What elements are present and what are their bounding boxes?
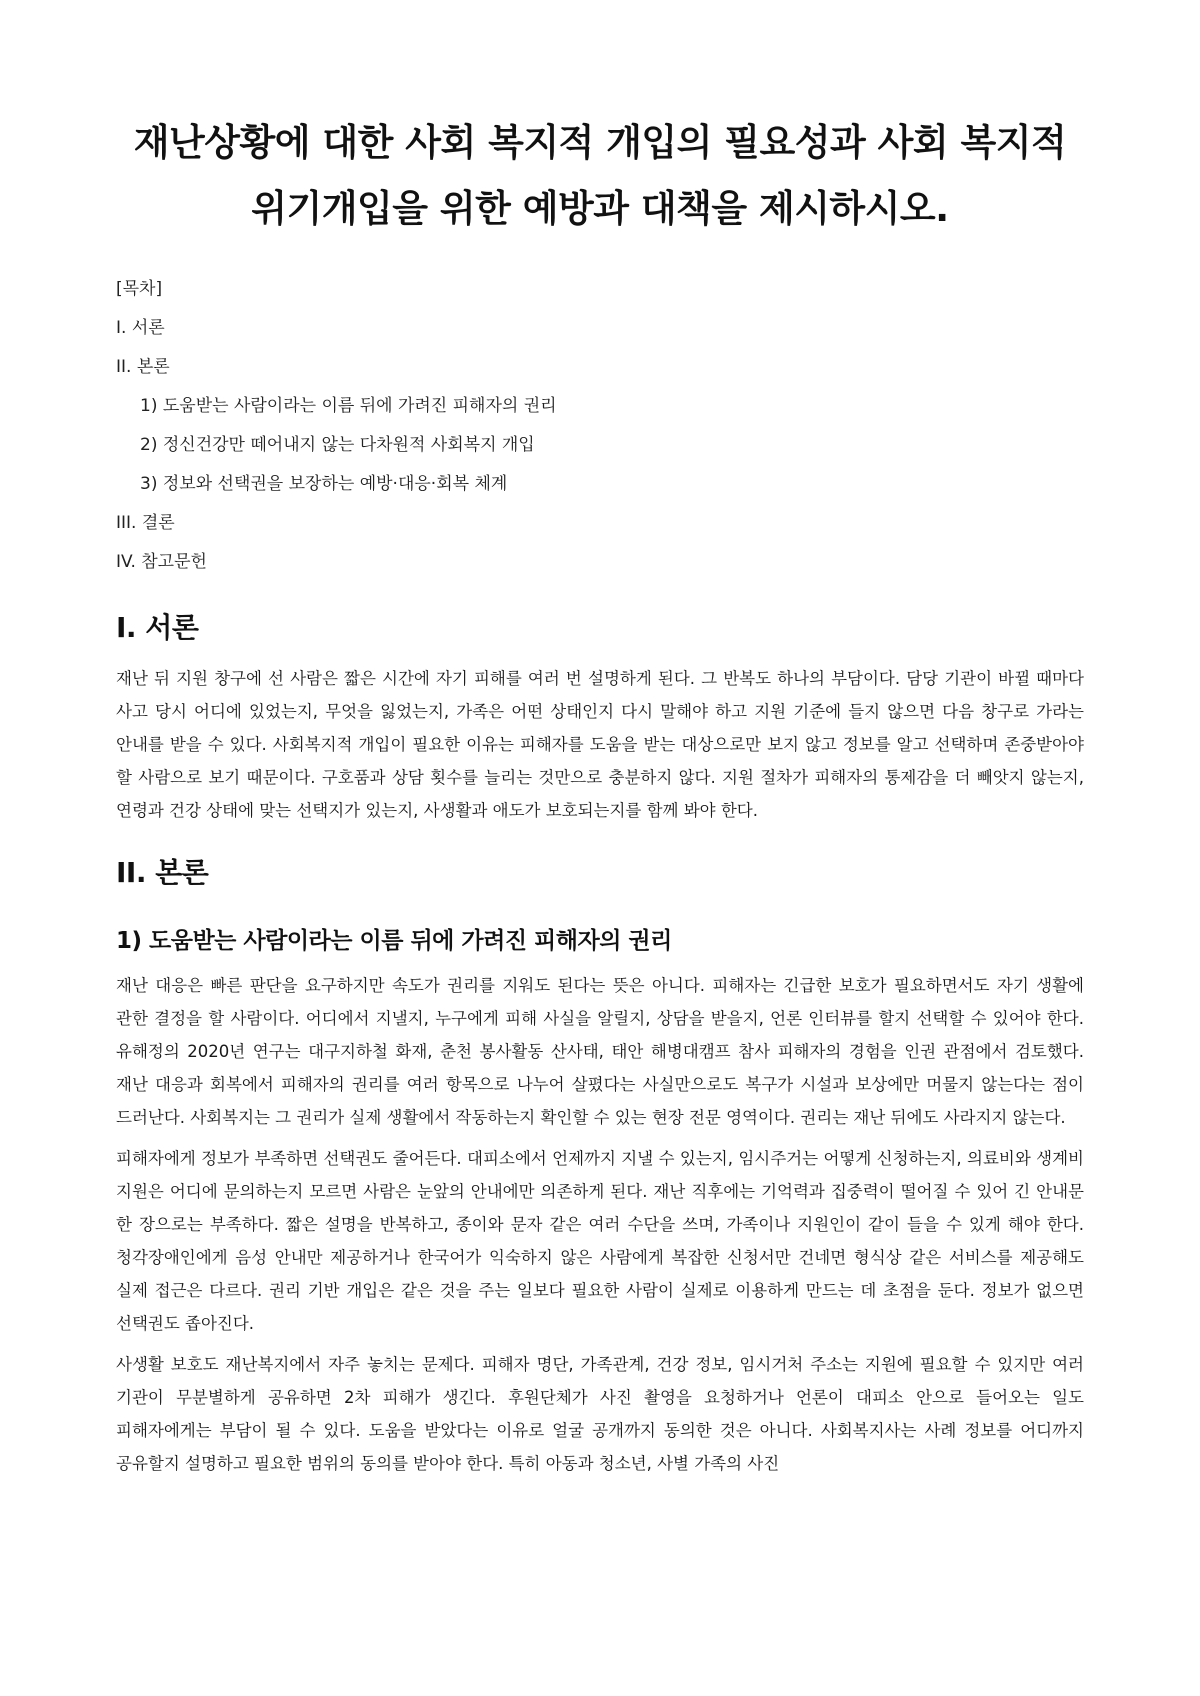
- document-page: [116, 110, 1084, 1488]
- toc-item: II. 본론: [116, 357, 170, 377]
- toc-item: IV. 참고문헌: [116, 552, 207, 572]
- intro-heading: I. 서론: [116, 611, 199, 644]
- toc-subitem: 2) 정신건강만 떼어내지 않는 다차원적 사회복지 개입: [140, 435, 535, 455]
- table-of-contents: [116, 270, 1084, 582]
- toc-subitem: 3) 정보와 선택권을 보장하는 예방·대응·회복 체계: [140, 474, 508, 494]
- body-heading: II. 본론: [116, 856, 209, 889]
- intro-paragraph: 재난 뒤 지원 창구에 선 사람은 짧은 시간에 자기 피해를 여러 번 설명하게 된다. 그 반복도 하나의 부담이다. 담당 기관이 바뀔 때마다 사고 당시 어디에 있었는지, 무엇을 잃었는지, 가족은 어떤 상태인지 다시 말해야 하고 지원 기준에 들지 않으면 다음 창구로 가라는 안내를 받을 수 있다. 사회복지적 개입이 필요한 이유는 피해자를 도움을 받는 대상으로만 보지 않고 정보를 알고 선택하며 존중받아야 할 사람으로 보기 때문이다. 구호품과 상담 횟수를 늘리는 것만으로 충분하지 않다. 지원 절차가 피해자의 통제감을 더 빼앗지 않는지, 연령과 건강 상태에 맞는 선택지가 있는지, 사생활과 애도가 보호되는지를 함께 봐야 한다.: [116, 669, 1084, 820]
- body-paragraph: 사생활 보호도 재난복지에서 자주 놓치는 문제다. 피해자 명단, 가족관계, 건강 정보, 임시거처 주소는 지원에 필요할 수 있지만 여러 기관이 무분별하게 공유하면 2차 피해가 생긴다. 후원단체가 사진 촬영을 요청하거나 언론이 대피소 안으로 들어오는 일도 피해자에게는 부담이 될 수 있다. 도움을 받았다는 이유로 얼굴 공개까지 동의한 것은 아니다. 사회복지사는 사례 정보를 어디까지 공유할지 설명하고 필요한 범위의 동의를 받아야 한다. 특히 아동과 청소년, 사별 가족의 사진: [116, 1355, 1084, 1473]
- toc-item: III. 결론: [116, 513, 175, 533]
- body-paragraph: 피해자에게 정보가 부족하면 선택권도 줄어든다. 대피소에서 언제까지 지낼 수 있는지, 임시주거는 어떻게 신청하는지, 의료비와 생계비 지원은 어디에 문의하는지 모르면 사람은 눈앞의 안내에만 의존하게 된다. 재난 직후에는 기억력과 집중력이 떨어질 수 있어 긴 안내문 한 장으로는 부족하다. 짧은 설명을 반복하고, 종이와 문자 같은 여러 수단을 쓰며, 가족이나 지원인이 같이 들을 수 있게 해야 한다. 청각장애인에게 음성 안내만 제공하거나 한국어가 익숙하지 않은 사람에게 복잡한 신청서만 건네면 형식상 같은 서비스를 제공해도 실제 접근은 다르다. 권리 기반 개입은 같은 것을 주는 일보다 필요한 사람이 실제로 이용하게 만드는 데 초점을 둔다. 정보가 없으면 선택권도 좁아진다.: [116, 1149, 1084, 1333]
- toc-heading: [목차]: [116, 279, 163, 299]
- document-title: 재난상황에 대한 사회 복지적 개입의 필요성과 사회 복지적 위기개입을 위한 예방과 대책을 제시하시오.: [133, 121, 1067, 230]
- subsection-heading: 1) 도움받는 사람이라는 이름 뒤에 가려진 피해자의 권리: [116, 928, 672, 954]
- toc-item: I. 서론: [116, 318, 165, 338]
- body-paragraph: 재난 대응은 빠른 판단을 요구하지만 속도가 권리를 지워도 된다는 뜻은 아니다. 피해자는 긴급한 보호가 필요하면서도 자기 생활에 관한 결정을 할 사람이다. 어디에서 지낼지, 누구에게 피해 사실을 알릴지, 상담을 받을지, 언론 인터뷰를 할지 선택할 수 있어야 한다. 유해정의 2020년 연구는 대구지하철 화재, 춘천 봉사활동 산사태, 태안 해병대캠프 참사 피해자의 경험을 인권 관점에서 검토했다. 재난 대응과 회복에서 피해자의 권리를 여러 항목으로 나누어 살폈다는 사실만으로도 복구가 시설과 보상에만 머물지 않는다는 점이 드러난다. 사회복지는 그 권리가 실제 생활에서 작동하는지 확인할 수 있는 현장 전문 영역이다. 권리는 재난 뒤에도 사라지지 않는다.: [116, 976, 1084, 1127]
- toc-subitem: 1) 도움받는 사람이라는 이름 뒤에 가려진 피해자의 권리: [140, 396, 557, 416]
